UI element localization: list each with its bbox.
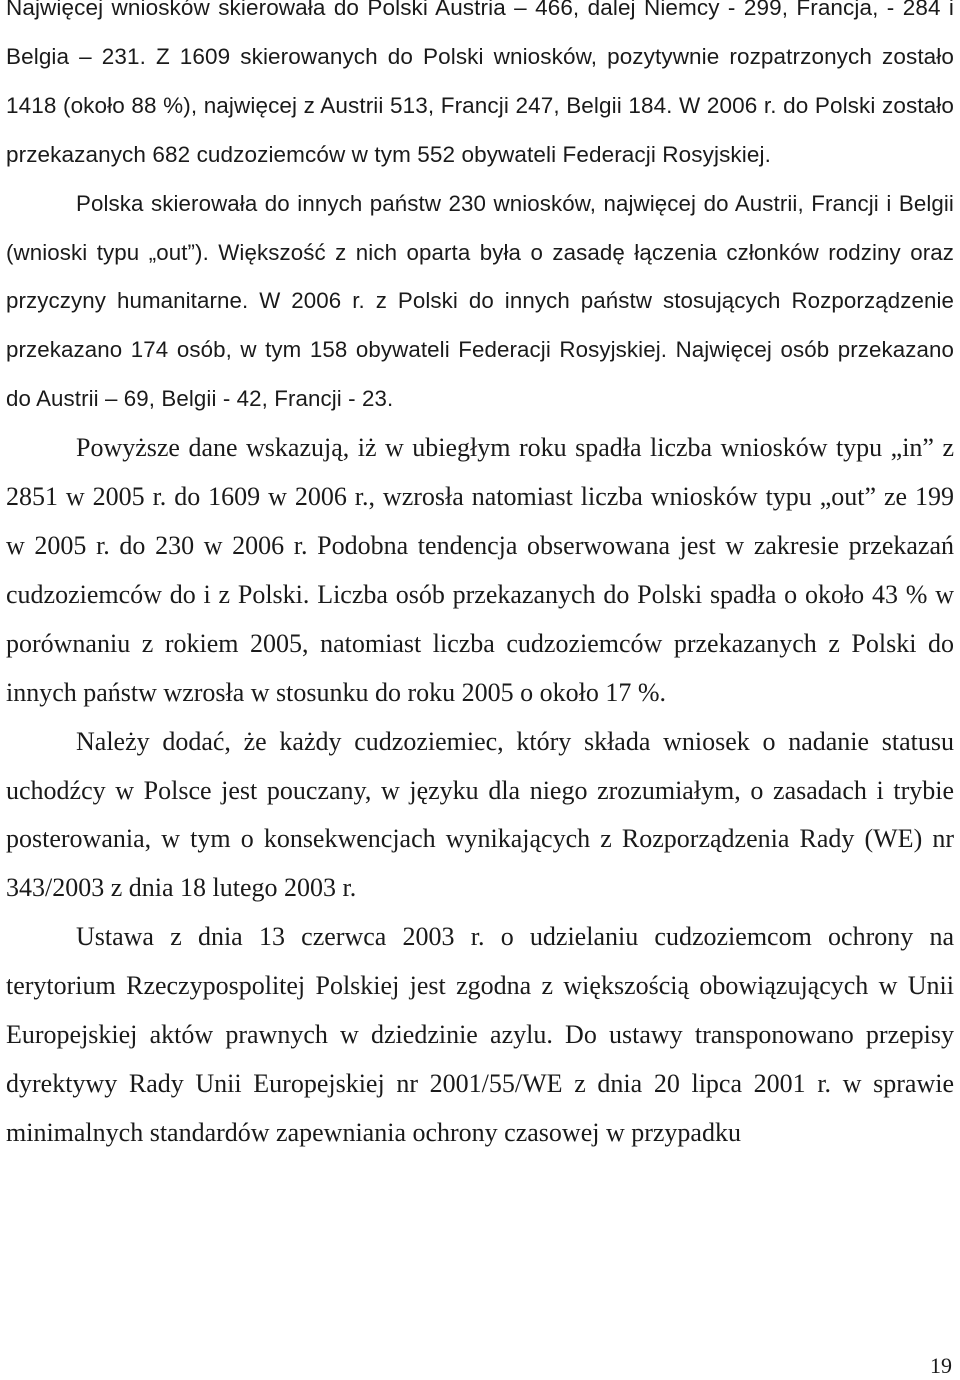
paragraph-5: Ustawa z dnia 13 czerwca 2003 r. o udzielaniu cudzoziemcom ochrony na terytorium Rzeczypospolitej Polskiej jest zgodna z większością obowiązujących w Unii Europejskiej aktów prawnych w dziedzinie azylu. Do ustawy transponowano przepisy dyrektywy Rady Unii Europejskiej nr 2001/55/WE z dnia 20 lipca 2001 r. w sprawie minimalnych standardów zapewniania ochrony czasowej w przypadku: [6, 922, 954, 1147]
page-number: 19: [930, 1353, 952, 1378]
paragraph-2: Polska skierowała do innych państw 230 wniosków, najwięcej do Austrii, Francji i Belgii (wnioski typu „out”). Większość z nich oparta była o zasadę łączenia członków rodziny oraz przyczyny humanitarne. W 2006 r. z Polski do innych państw stosujących Rozporządzenie przekazano 174 osób, w tym 158 obywateli Federacji Rosyjskiej. Najwięcej osób przekazano do Austrii – 69, Belgii - 42, Francji - 23.: [6, 190, 954, 412]
paragraph-1: Najwięcej wniosków skierowała do Polski Austria – 466, dalej Niemcy - 299, Francja, - 284 i Belgia – 231. Z 1609 skierowanych do Polski wniosków, pozytywnie rozpatrzonych zostało 1418 (około 88 %), najwięcej z Austrii 513, Francji 247, Belgii 184. W 2006 r. do Polski zostało przekazanych 682 cudzoziemców w tym 552 obywateli Federacji Rosyjskiej.: [6, 0, 954, 167]
body-text: [6, 0, 954, 1158]
paragraph-3: Powyższe dane wskazują, iż w ubiegłym roku spadła liczba wniosków typu „in” z 2851 w 2005 r. do 1609 w 2006 r., wzrosła natomiast liczba wniosków typu „out” ze 199 w 2005 r. do 230 w 2006 r. Podobna tendencja obserwowana jest w zakresie przekazań cudzoziemców do i z Polski. Liczba osób przekazanych do Polski spadła o około 43 % w porównaniu z rokiem 2005, natomiast liczba cudzoziemców przekazanych z Polski do innych państw wzrosła w stosunku do roku 2005 o około 17 %.: [6, 433, 954, 707]
paragraph-4: Należy dodać, że każdy cudzoziemiec, który składa wniosek o nadanie statusu uchodźcy w Polsce jest pouczany, w języku dla niego zrozumiałym, o zasadach i trybie posterowania, w tym o konsekwencjach wynikających z Rozporządzenia Rady (WE) nr 343/2003 z dnia 18 lutego 2003 r.: [6, 726, 954, 903]
